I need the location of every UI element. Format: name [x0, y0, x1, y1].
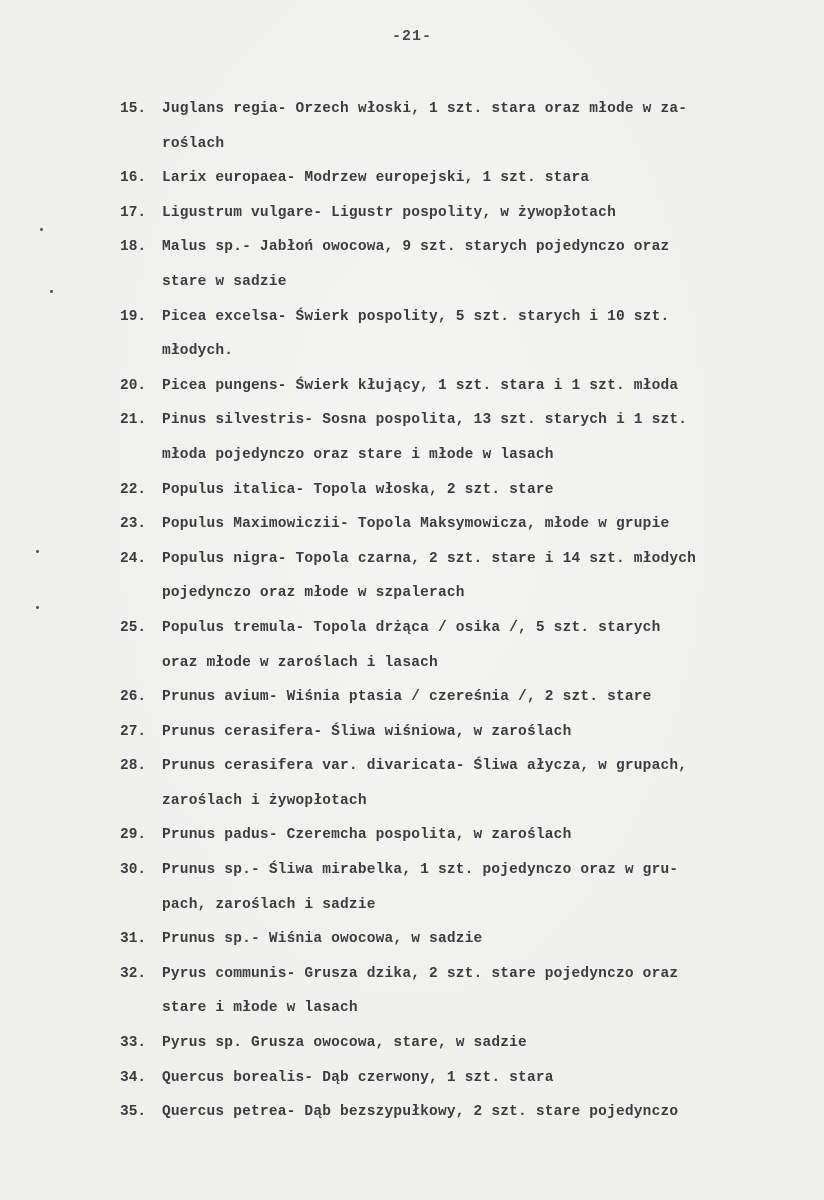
list-item	[120, 161, 800, 196]
entry-line: Pinus silvestris- Sosna pospolita, 13 szt. starych i 1 szt.	[162, 412, 688, 429]
list-item	[120, 230, 800, 299]
entry-text	[162, 1095, 800, 1130]
entry-number: 17.	[120, 204, 147, 221]
entry-text	[162, 403, 800, 472]
entry-text	[162, 1026, 800, 1061]
entry-number: 22.	[120, 481, 147, 498]
entry-text	[162, 818, 800, 853]
entry-number: 23.	[120, 516, 147, 533]
entry-text	[162, 922, 800, 957]
entry-line: Malus sp.- Jabłoń owocowa, 9 szt. starych pojedynczo oraz	[162, 239, 670, 256]
entry-line: Pyrus sp. Grusza owocowa, stare, w sadzie	[162, 1035, 527, 1052]
entry-line: Prunus avium- Wiśnia ptasia / czereśnia /, 2 szt. stare	[162, 689, 652, 706]
entry-line: Populus italica- Topola włoska, 2 szt. stare	[162, 481, 554, 498]
entry-number: 21.	[120, 412, 147, 429]
species-list	[120, 92, 800, 1130]
margin-mark	[50, 290, 53, 293]
list-item	[120, 92, 800, 161]
entry-line: Pyrus communis- Grusza dzika, 2 szt. stare pojedynczo oraz	[162, 965, 679, 982]
entry-text	[162, 230, 800, 299]
entry-text	[162, 680, 800, 715]
list-item	[120, 1026, 800, 1061]
entry-number: 16.	[120, 170, 147, 187]
entry-text	[162, 542, 800, 611]
margin-mark	[36, 606, 39, 609]
entry-number: 20.	[120, 377, 147, 394]
entry-line: Populus Maximowiczii- Topola Maksymowicza, młode w grupie	[162, 516, 670, 533]
entry-text	[162, 507, 800, 542]
entry-number: 28.	[120, 758, 147, 775]
entry-number: 35.	[120, 1104, 147, 1121]
entry-line: Quercus petrea- Dąb bezszypułkowy, 2 szt. stare pojedynczo	[162, 1104, 679, 1121]
entry-text	[162, 1061, 800, 1096]
margin-mark	[40, 228, 43, 231]
entry-line: młoda pojedynczo oraz stare i młode w lasach	[162, 446, 554, 463]
entry-line: Populus tremula- Topola drżąca / osika /, 5 szt. starych	[162, 619, 661, 636]
entry-number: 34.	[120, 1069, 147, 1086]
entry-number: 18.	[120, 239, 147, 256]
entry-number: 32.	[120, 965, 147, 982]
entry-line: stare w sadzie	[162, 273, 287, 290]
entry-line: młodych.	[162, 343, 234, 360]
entry-line: Populus nigra- Topola czarna, 2 szt. stare i 14 szt. młodych	[162, 550, 697, 567]
entry-line: oraz młode w zaroślach i lasach	[162, 654, 438, 671]
entry-text	[162, 853, 800, 922]
list-item	[120, 715, 800, 750]
entry-line: Prunus sp.- Śliwa mirabelka, 1 szt. pojedynczo oraz w gru-	[162, 862, 679, 879]
entry-line: roślach	[162, 135, 225, 152]
entry-text	[162, 715, 800, 750]
entry-line: Prunus padus- Czeremcha pospolita, w zaroślach	[162, 827, 572, 844]
list-item	[120, 680, 800, 715]
entry-line: Quercus borealis- Dąb czerwony, 1 szt. stara	[162, 1069, 554, 1086]
entry-text	[162, 749, 800, 818]
list-item	[120, 369, 800, 404]
entry-line: Prunus cerasifera var. divaricata- Śliwa ałycza, w grupach,	[162, 758, 688, 775]
page-number: -21-	[391, 28, 432, 45]
list-item	[120, 403, 800, 472]
entry-line: Picea pungens- Świerk kłujący, 1 szt. stara i 1 szt. młoda	[162, 377, 679, 394]
entry-number: 19.	[120, 308, 147, 325]
entry-line: Juglans regia- Orzech włoski, 1 szt. stara oraz młode w za-	[162, 101, 688, 117]
entry-text	[162, 369, 800, 404]
entry-number: 26.	[120, 689, 147, 706]
list-item	[120, 1095, 800, 1130]
entry-text	[162, 92, 800, 161]
entry-text	[162, 957, 800, 1026]
entry-line: stare i młode w lasach	[162, 1000, 358, 1017]
entry-text	[162, 473, 800, 508]
entry-number: 15.	[120, 101, 147, 117]
entry-text	[162, 196, 800, 231]
list-item	[120, 542, 800, 611]
list-item	[120, 922, 800, 957]
entry-number: 33.	[120, 1035, 147, 1052]
entry-number: 30.	[120, 862, 147, 879]
entry-line: Larix europaea- Modrzew europejski, 1 szt. stara	[162, 170, 590, 187]
entry-text	[162, 300, 800, 369]
entry-line: zaroślach i żywopłotach	[162, 792, 367, 809]
entry-text	[162, 611, 800, 680]
list-item	[120, 611, 800, 680]
entry-line: pach, zaroślach i sadzie	[162, 896, 376, 913]
list-item	[120, 818, 800, 853]
entry-number: 27.	[120, 723, 147, 740]
entry-number: 31.	[120, 931, 147, 948]
entry-line: Prunus cerasifera- Śliwa wiśniowa, w zaroślach	[162, 723, 572, 740]
entry-number: 25.	[120, 619, 147, 636]
list-item	[120, 749, 800, 818]
list-item	[120, 957, 800, 1026]
list-item	[120, 507, 800, 542]
margin-mark	[36, 550, 39, 553]
entry-line: Picea excelsa- Świerk pospolity, 5 szt. starych i 10 szt.	[162, 308, 670, 325]
entry-line: Ligustrum vulgare- Ligustr pospolity, w żywopłotach	[162, 204, 616, 221]
list-item	[120, 473, 800, 508]
entry-number: 29.	[120, 827, 147, 844]
entry-text	[162, 161, 800, 196]
list-item	[120, 196, 800, 231]
list-item	[120, 853, 800, 922]
list-item	[120, 1061, 800, 1096]
entry-line: Prunus sp.- Wiśnia owocowa, w sadzie	[162, 931, 483, 948]
entry-number: 24.	[120, 550, 147, 567]
entry-line: pojedynczo oraz młode w szpalerach	[162, 585, 465, 602]
list-item	[120, 300, 800, 369]
